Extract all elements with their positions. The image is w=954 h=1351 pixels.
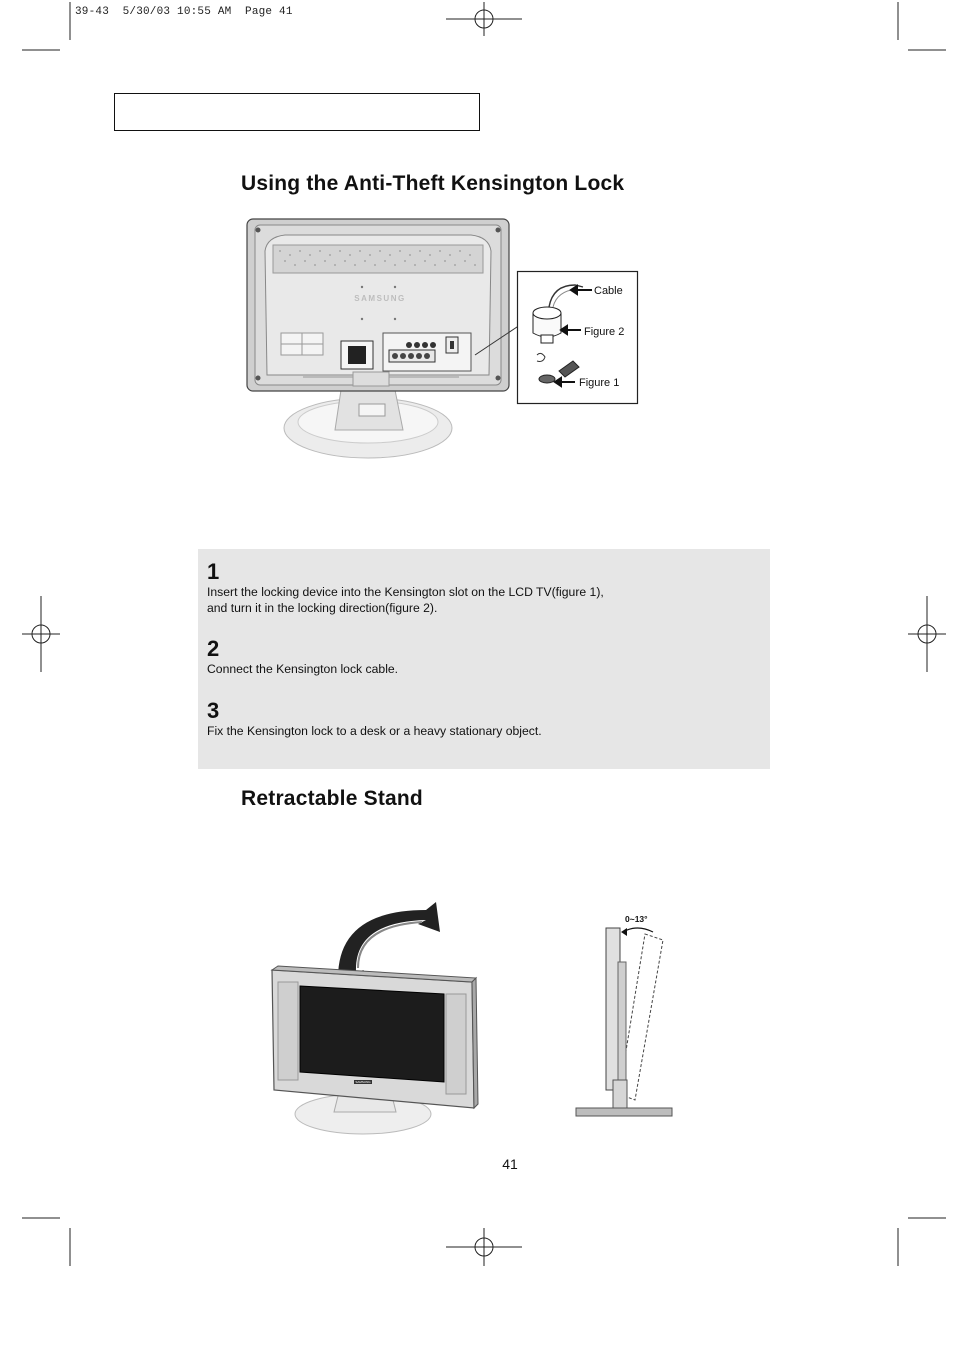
- step-1-number: 1: [207, 559, 220, 584]
- tilt-angle-label: 0~13°: [625, 914, 648, 924]
- step-2-number: 2: [207, 636, 220, 661]
- label-cable: Cable: [594, 285, 623, 297]
- label-figure-1: Figure 1: [579, 377, 620, 389]
- section-title-retractable-stand: Retractable Stand: [241, 787, 423, 810]
- step-1-line-1: Insert the locking device into the Kensington slot on the LCD TV(figure 1),: [207, 585, 604, 599]
- kensington-callout: [517, 271, 639, 405]
- page-number: 41: [502, 1156, 518, 1172]
- step-3-line-1: Fix the Kensington lock to a desk or a heavy stationary object.: [207, 724, 542, 738]
- tv-front-illustration: [268, 900, 488, 1140]
- step-1-line-2: and turn it in the locking direction(figure 2).: [207, 601, 438, 615]
- step-3-number: 3: [207, 698, 220, 723]
- chapter-header-box: [114, 93, 480, 131]
- print-header: 39-43 5/30/03 10:55 AM Page 41: [75, 6, 293, 18]
- tv-front-brand: SAMSUNG: [355, 1080, 371, 1084]
- section-title-kensington: Using the Anti-Theft Kensington Lock: [241, 172, 625, 195]
- tv-side-tilt-illustration: [573, 910, 683, 1120]
- tv-rear-brand: SAMSUNG: [354, 294, 406, 303]
- step-2-line-1: Connect the Kensington lock cable.: [207, 662, 399, 676]
- label-figure-2: Figure 2: [584, 326, 625, 338]
- tv-rear-illustration: [245, 215, 545, 465]
